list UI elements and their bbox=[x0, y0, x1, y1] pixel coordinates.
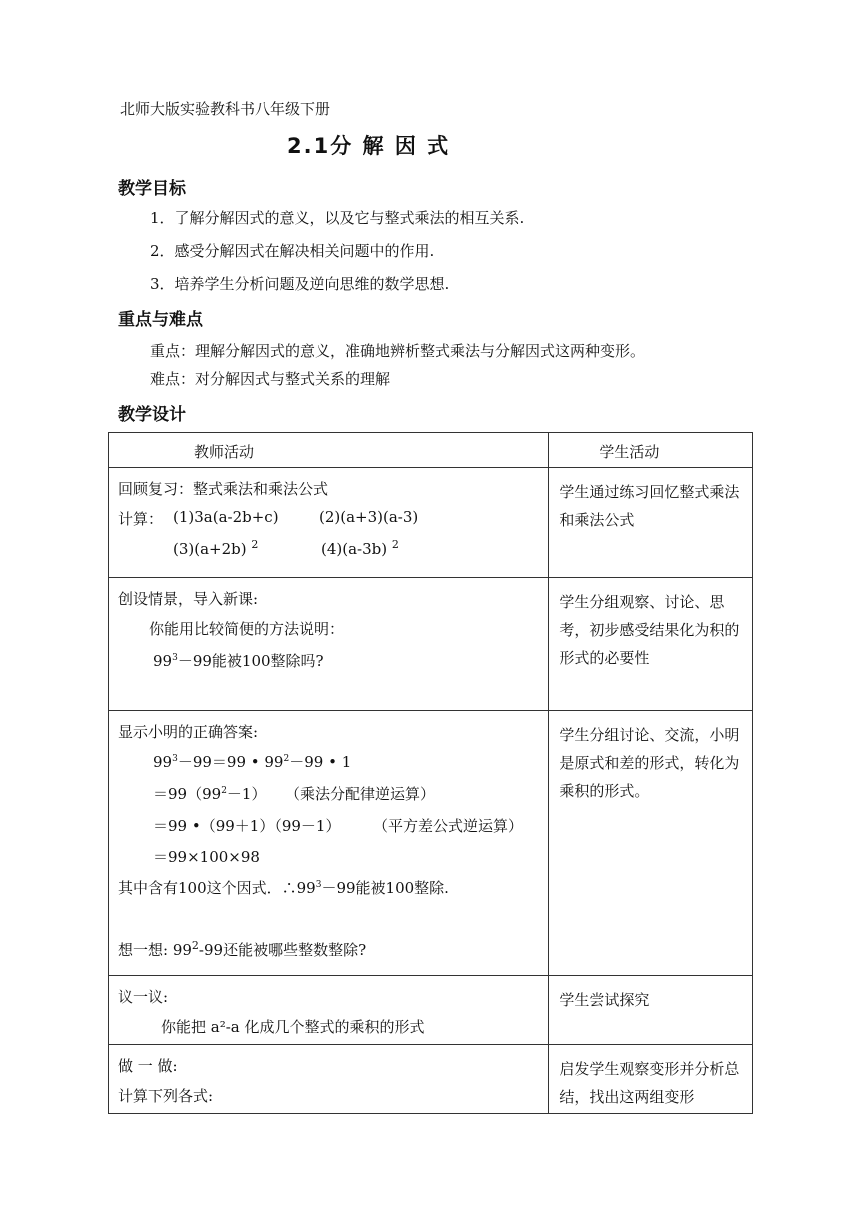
row3-line2: $99^3-99=99$ • $99^2-99$ • 1 bbox=[153, 753, 352, 771]
row3-line5: ＝99×100×98 bbox=[153, 848, 260, 866]
row1-line1: 回顾复习：整式乘法和乘法公式 bbox=[118, 480, 329, 498]
table-row bbox=[109, 468, 753, 578]
row1-calc-label: 计算： bbox=[118, 510, 164, 528]
row3-line4-note: （平方差公式逆运算） bbox=[373, 817, 524, 835]
goal-item: 2．感受分解因式在解决相关问题中的作用. bbox=[150, 242, 435, 260]
row5-line1: 做 一 做: bbox=[118, 1057, 178, 1075]
row3-line3: $=99(99^2-1)$ bbox=[153, 785, 267, 803]
page-title: 2.1分 解 因 式 bbox=[287, 134, 451, 158]
header-teacher: 教师活动 bbox=[194, 443, 255, 461]
section-heading-goals: 教学目标 bbox=[118, 179, 186, 199]
goal-item: 3．培养学生分析问题及逆向思维的数学思想. bbox=[150, 275, 450, 293]
row2-student: 学生分组观察、讨论、思考，初步感受结果化为积的形式的必要性 bbox=[559, 593, 740, 667]
section-heading-design: 教学设计 bbox=[118, 405, 186, 425]
table-row bbox=[109, 711, 753, 976]
row2-line1: 创设情景，导入新课: bbox=[118, 590, 259, 608]
goal-item: 1．了解分解因式的意义，以及它与整式乘法的相互关系. bbox=[150, 209, 525, 227]
row4-student: 学生尝试探究 bbox=[559, 991, 650, 1009]
row2-line2: 你能用比较简便的方法说明： bbox=[149, 620, 345, 638]
row5-student: 启发学生观察变形并分析总结，找出这两组变形 bbox=[559, 1060, 740, 1106]
textbook-note: 北师大版实验教科书八年级下册 bbox=[120, 100, 331, 118]
row1-expr-1: (1)3a(a-2b+c) bbox=[173, 508, 279, 526]
row3-line1: 显示小明的正确答案: bbox=[118, 723, 259, 741]
row4-line2: 你能把 a²-a 化成几个整式的乘积的形式 bbox=[161, 1018, 425, 1036]
key-difficulty: 难点：对分解因式与整式关系的理解 bbox=[150, 370, 391, 388]
row3-student: 学生分组讨论、交流，小明是原式和差的形式，转化为乘积的形式。 bbox=[559, 726, 740, 800]
row3-line3-note: （乘法分配律逆运算） bbox=[285, 785, 436, 803]
row5-line2: 计算下列各式: bbox=[118, 1087, 214, 1105]
row3-line4: ＝99 •（99＋1）（99－1） bbox=[153, 817, 341, 835]
row3-line7: 想一想: $99^2-99$还能被哪些整数整除? bbox=[118, 939, 367, 959]
table-row bbox=[109, 1045, 753, 1114]
table-row bbox=[109, 976, 753, 1045]
table-header-row bbox=[109, 433, 753, 468]
header-student: 学生活动 bbox=[599, 443, 660, 461]
table-row bbox=[109, 578, 753, 711]
row3-line6: 其中含有100这个因式．$\therefore 99^3-99$能被100整除. bbox=[118, 879, 449, 897]
section-heading-key: 重点与难点 bbox=[118, 310, 203, 330]
row2-question: $99^3-99$能被100整除吗? bbox=[153, 652, 324, 670]
row4-line1: 议一议: bbox=[118, 988, 169, 1006]
row1-expr-4: (4)(a-3b) $^2$ bbox=[321, 538, 399, 558]
row1-expr-3: (3)(a+2b) $^2$ bbox=[173, 538, 259, 558]
row1-expr-2: (2)(a+3)(a-3) bbox=[319, 508, 419, 526]
lesson-table bbox=[108, 432, 753, 1114]
key-focus: 重点：理解分解因式的意义，准确地辨析整式乘法与分解因式这两种变形。 bbox=[150, 342, 646, 360]
row1-student: 学生通过练习回忆整式乘法和乘法公式 bbox=[559, 483, 740, 529]
